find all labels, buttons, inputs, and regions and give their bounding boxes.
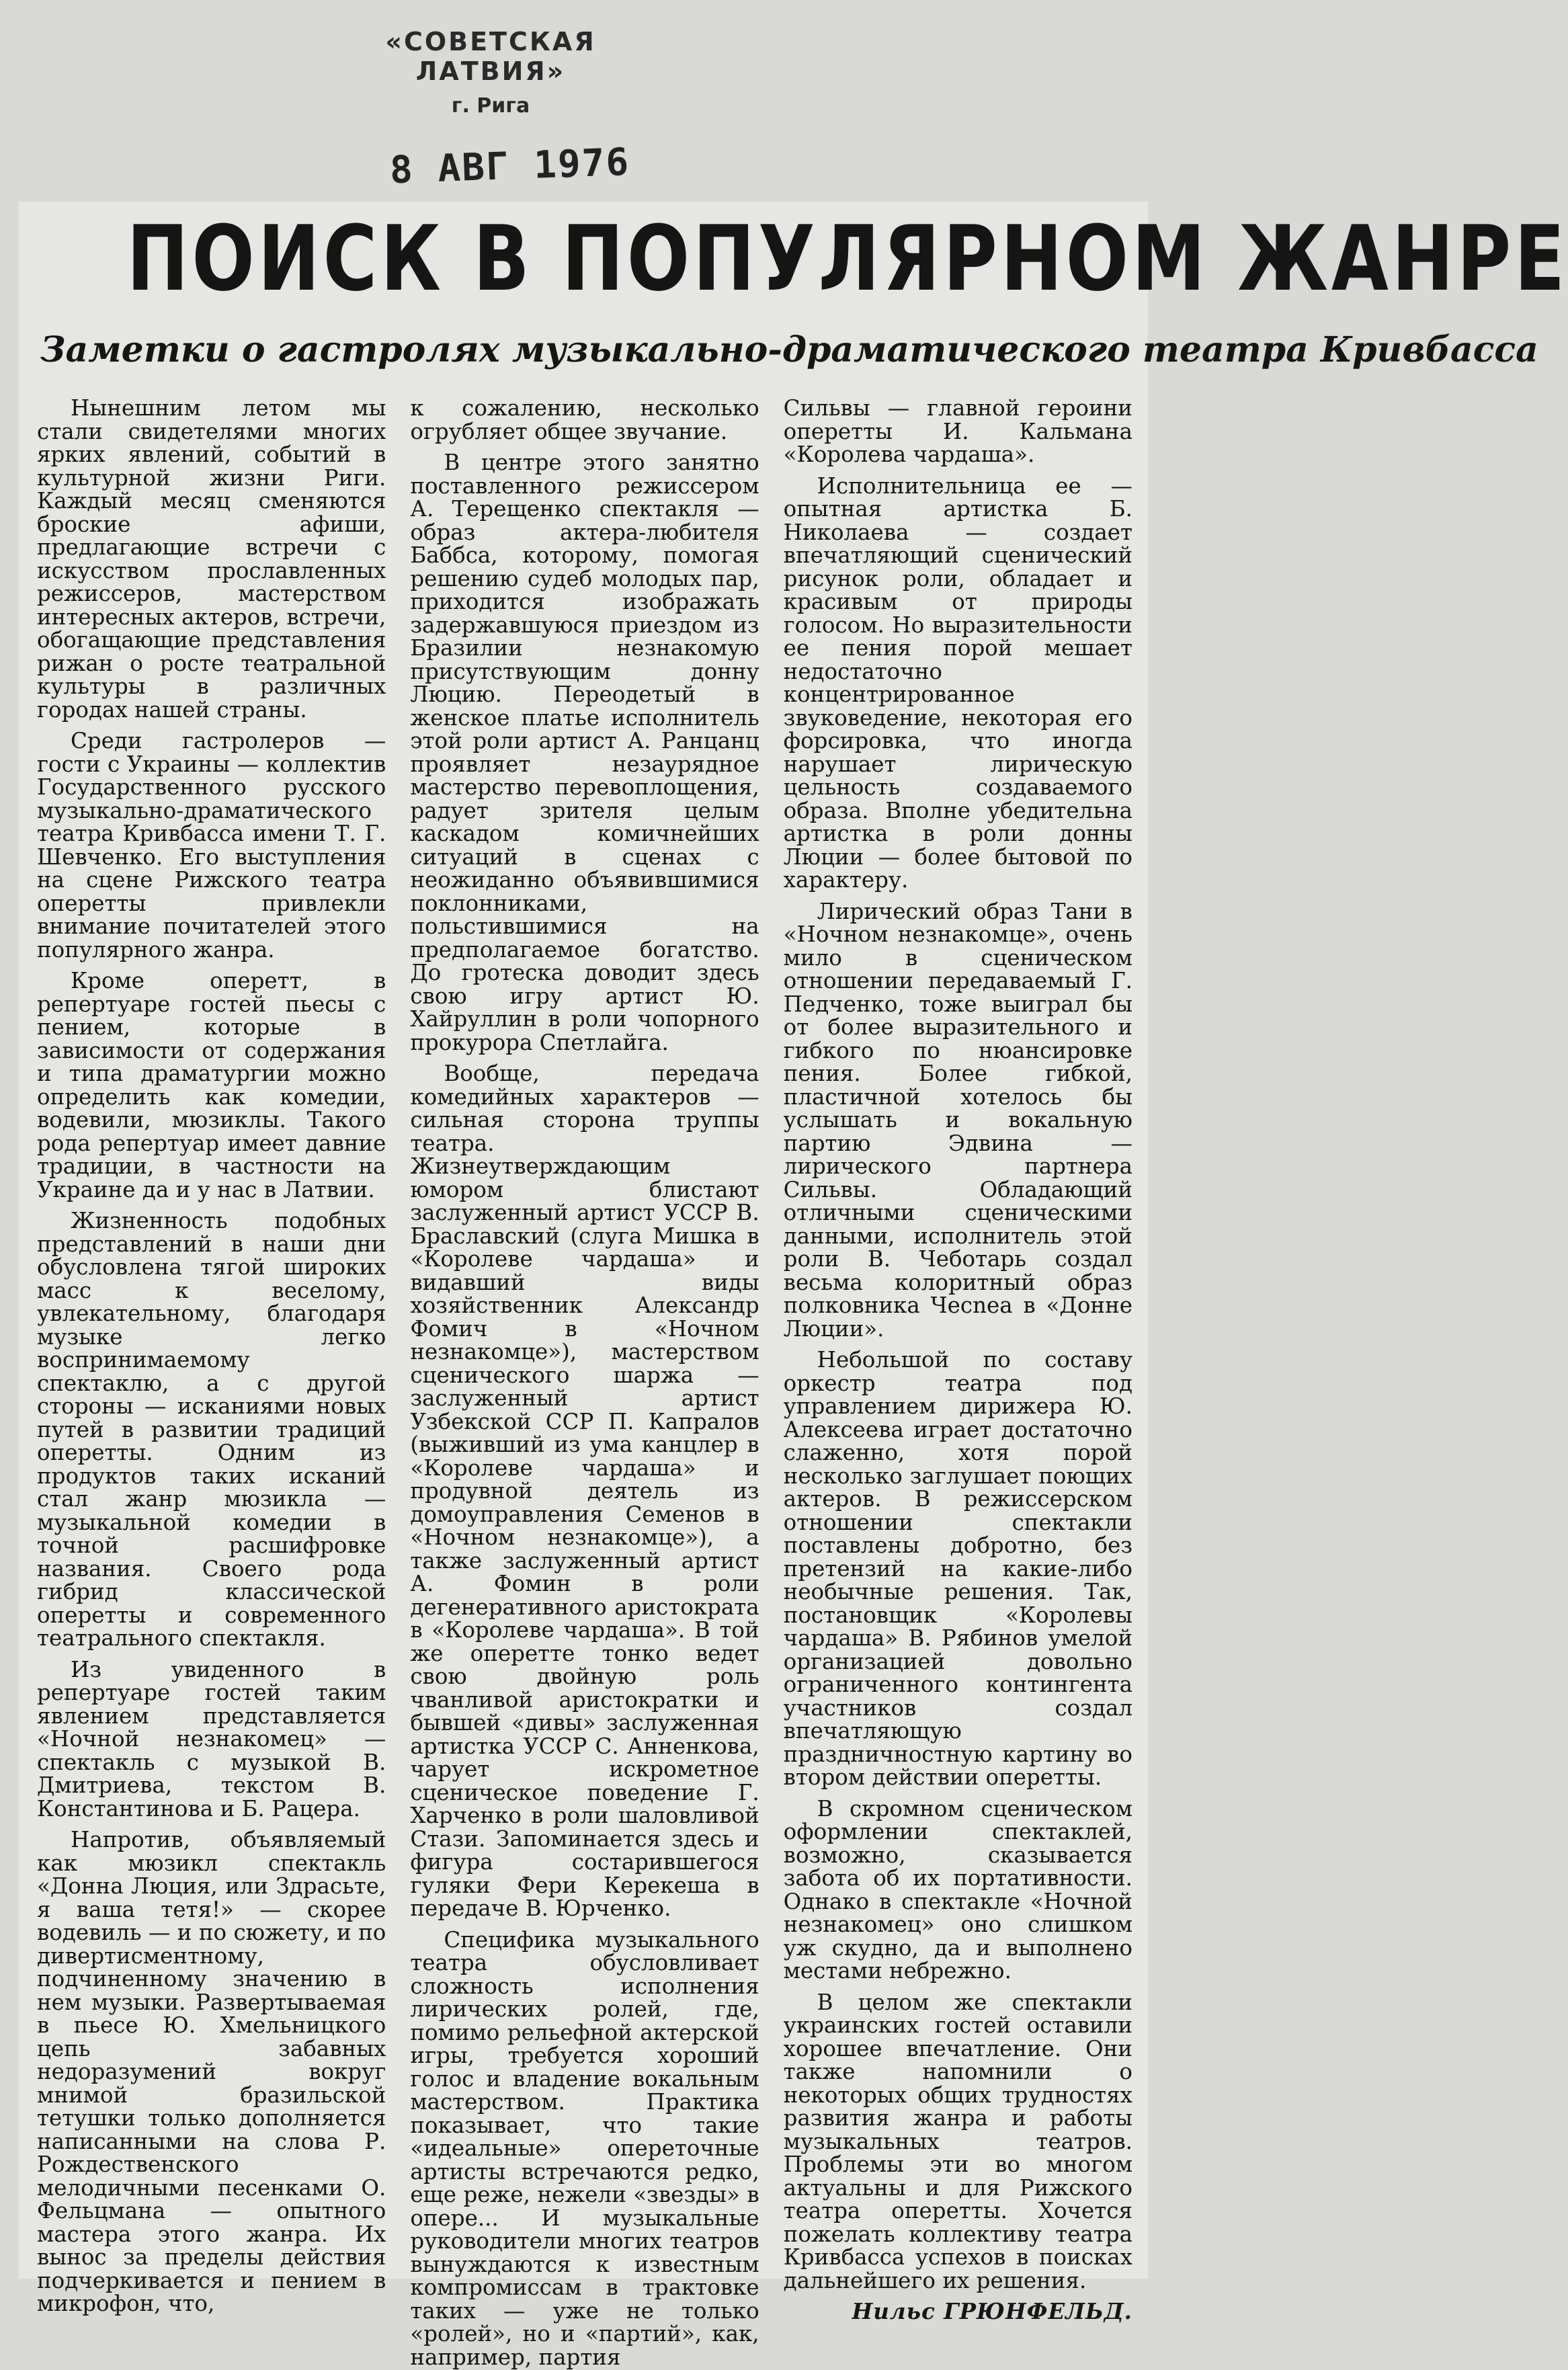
- subheadline: Заметки о гастролях музыкально-драматического театра Кривбасса: [40, 329, 1538, 370]
- article-column-3: [783, 395, 1132, 2324]
- paragraph: к сожалению, несколько огрубляет общее звучание.: [410, 395, 759, 444]
- paragraph: Среди гастролеров — гости с Украины — коллектив Государственного русского музыкально-драматического театра Кривбасса имени Т. Г. Шевченко. Его выступления на сцене Рижского театра оперетты привлекли внимание почитателей этого популярного жанра.: [37, 728, 386, 963]
- newspaper-city: г. Рига: [451, 94, 530, 118]
- newspaper-name: «СОВЕТСКАЯ ЛАТВИЯ»: [385, 27, 596, 86]
- paragraph: В целом же спектакли украинских гостей оставили хорошее впечатление. Они также напомнили о некоторых общих трудностях развития жанра и работы музыкальных театров. Проблемы эти во многом актуальны и для Рижского театра оперетты. Хочется пожелать коллективу театра Кривбасса успехов в поисках дальнейшего их решения.: [783, 1989, 1132, 2293]
- article-column-1: [37, 395, 386, 2316]
- date-stamp: 8 АВГ 1976: [388, 140, 631, 193]
- paragraph: Напротив, объявляемый как мюзикл спектакль «Донна Люция, или Здрасьте, я ваша тетя!» — скорее водевиль — и по сюжету, и по дивертисментному, подчиненному значению в нем музыки. Развертываемая в пьесе Ю. Хмельницкого цепь забавных недоразумений вокруг мнимой бразильской тетушки только дополняется написанными на слова Р. Рождественского мелодичными песенками О. Фельцмана — опытного мастера этого жанра. Их вынос за пределы действия подчеркивается и пением в микрофон, что,: [37, 1827, 386, 2316]
- paragraph: Нынешним летом мы стали свидетелями многих ярких явлений, событий в культурной жизни Риги. Каждый месяц сменяются броские афиши, предлагающие встречи с искусством прославленных режиссеров, мастерством интересных актеров, встречи, обогащающие представления рижан о росте театральной культуры в различных городах нашей страны.: [37, 395, 386, 723]
- paragraph: Кроме оперетт, в репертуаре гостей пьесы с пением, которые в зависимости от содержания и типа драматургии можно определить как комедии, водевили, мюзиклы. Такого рода репертуар имеет давние традиции, в частности на Украине да и у нас в Латвии.: [37, 968, 386, 1202]
- paragraph: Лирический образ Тани в «Ночном незнакомце», очень мило в сценическом отношении передаваемый Г. Педченко, тоже выиграл бы от более выразительного и гибкого по нюансировке пения. Более гибкой, пластичной хотелось бы услышать и вокальную партию Эдвина — лирического партнера Сильвы. Обладающий отличными сценическими данными, исполнитель этой роли В. Чеботарь создал весьма колоритный образ полковника Чесnea в «Донне Люции».: [783, 898, 1132, 1342]
- paragraph: Небольшой по составу оркестр театра под управлением дирижера Ю. Алексеева играет достаточно слаженно, хотя порой несколько заглушает поющих актеров. В режиссерском отношении спектакли поставлены добротно, без претензий на какие-либо необычные решения. Так, постановщик «Королевы чардаша» В. Рябинов умелой организацией довольно ограниченного контингента участников создал впечатляющую праздничностную картину во втором действии оперетты.: [783, 1347, 1132, 1790]
- paragraph: Жизненность подобных представлений в наши дни обусловлена тягой широких масс к веселому, увлекательному, благодаря музыке легко воспринимаемому спектаклю, а с другой стороны — исканиями новых путей в развитии традиций оперетты. Одним из продуктов таких исканий стал жанр мюзикла — музыкальной комедии в точной расшифровке названия. Своего рода гибрид классической оперетты и современного театрального спектакля.: [37, 1208, 386, 1651]
- paragraph: Из увиденного в репертуаре гостей таким явлением представляется «Ночной незнакомец» — спектакль с музыкой В. Дмитриева, текстом В. Константинова и Б. Рацера.: [37, 1656, 386, 1822]
- paragraph: В центре этого занятно поставленного режиссером А. Терещенко спектакля — образ актера-любителя Баббса, которому, помогая решению судеб молодых пар, приходится изображать задержавшуюся приездом из Бразилии незнакомую присутствующим донну Люцию. Переодетый в женское платье исполнитель этой роли артист А. Ранцанц проявляет незаурядное мастерство перевоплощения, радует зрителя целым каскадом комичнейших ситуаций в сценах с неожиданно объявившимися поклонниками, польстившимися на предполагаемое богатство. До гротеска доводит здесь свою игру артист Ю. Хайруллин в роли чопорного прокурора Спетлайга.: [410, 450, 759, 1055]
- paragraph: Специфика музыкального театра обусловливает сложность исполнения лирических ролей, где, помимо рельефной актерской игры, требуется хороший голос и владение вокальным мастерством. Практика показывает, что такие «идеальные» опереточные артисты встречаются редко, еще реже, нежели «звезды» в опере... И музыкальные руководители многих театров вынуждаются к известным компромиссам в трактовке таких — уже не только «ролей», но и «партий», как, например, партия: [410, 1926, 759, 2370]
- author-signature: Нильс ГРЮНФЕЛЬД.: [852, 2298, 1132, 2324]
- article-column-2: [410, 395, 759, 2370]
- paragraph: Сильвы — главной героини оперетты И. Кальмана «Королева чардаша».: [783, 395, 1132, 467]
- headline: ПОИСК В ПОПУЛЯРНОМ ЖАНРЕ: [126, 206, 1568, 311]
- article-body: [37, 395, 1132, 2370]
- paragraph: В скромном сценическом оформлении спектаклей, возможно, сказывается забота об их портативности. Однако в спектакле «Ночной незнакомец» оно слишком уж скудно, да и выполнено местами небрежно.: [783, 1795, 1132, 1984]
- paragraph: Вообще, передача комедийных характеров — сильная сторона труппы театра. Жизнеутверждающим юмором блистают заслуженный артист УССР В. Браславский (слуга Мишка в «Королеве чардаша» и видавший виды хозяйственник Александр Фомич в «Ночном незнакомце»), мастерством сценического шаржа — заслуженный артист Узбекской ССР П. Капралов (выживший из ума канцлер в «Королеве чардаша» и продувной деятель из домоуправления Семенов в «Ночном незнакомце»), а также заслуженный артист А. Фомин в роли дегенеративного аристократа в «Королеве чардаша». В той же оперетте тонко ведет свою двойную роль чванливой аристократки и бывшей «дивы» заслуженная артистка УССР С. Анненкова, чарует искрометное сценическое поведение Г. Харченко в роли шаловливой Стази. Запоминается здесь и фигура состарившегося гуляки Фери Керекеша в передаче В. Юрченко.: [410, 1061, 759, 1921]
- paragraph: Исполнительница ее — опытная артистка Б. Николаева — создает впечатляющий сценический рисунок роли, обладает и красивым от природы голосом. Но выразительности ее пения порой мешает недостаточно концентрированное звуковедение, некоторая его форсировка, что иногда нарушает лирическую цельность создаваемого образа. Вполне убедительна артистка в роли донны Люции — более бытовой по характеру.: [783, 473, 1132, 893]
- newspaper-stamp: [329, 27, 652, 118]
